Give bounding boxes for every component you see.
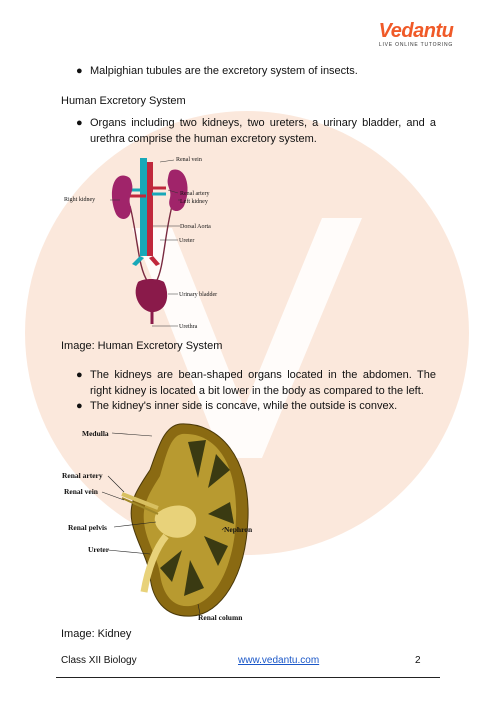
section-heading: Human Excretory System [61, 95, 186, 107]
label-left-kidney: Left kidney [180, 199, 208, 205]
label-renal-column: Renal column [198, 613, 243, 622]
logo-wordmark: Vedantu [378, 20, 454, 42]
bullet-concave-convex: The kidney's inner side is concave, while the outside is convex. [90, 400, 398, 412]
kidney-section-diagram [60, 418, 280, 628]
label-medulla: Medulla [82, 429, 109, 438]
label-renal-pelvis: Renal pelvis [68, 523, 107, 532]
caption-excretory-system: Image: Human Excretory System [61, 340, 223, 352]
label-urethra: Urethra [179, 324, 198, 330]
footer-link[interactable]: www.vedantu.com [238, 655, 320, 666]
label-renal-artery-2: Renal artery [62, 471, 103, 480]
bullet-excretory-system: Organs including two kidneys, two ureters, a urinary bladder, and a urethra comprise the human excretory system. [90, 117, 436, 145]
bullet-dot-icon: ● [76, 117, 83, 129]
label-urinary-bladder: Urinary bladder [179, 292, 218, 298]
caption-kidney: Image: Kidney [61, 628, 132, 640]
label-right-kidney: Right kidney [64, 197, 96, 203]
logo-tagline: LIVE ONLINE TUTORING [378, 42, 454, 48]
excretory-system-diagram [60, 148, 280, 334]
label-renal-vein-2: Renal vein [64, 487, 98, 496]
label-dorsal-aorta: Dorsal Aorta [180, 224, 211, 230]
footer-page-number: 2 [415, 655, 421, 666]
bullet-dot-icon: ● [76, 400, 83, 412]
label-renal-artery: Renal artery [180, 191, 210, 197]
vedantu-logo[interactable] [376, 20, 456, 50]
footer-subject: Class XII Biology [61, 655, 137, 666]
label-renal-vein: Renal vein [176, 157, 202, 163]
bullet-malpighian: Malpighian tubules are the excretory system of insects. [90, 65, 358, 77]
bullet-bean-shaped: The kidneys are bean-shaped organs located in the abdomen. The right kidney is located a bit lower in the body as compared to the left. [90, 369, 436, 397]
label-ureter-2: Ureter [88, 545, 110, 554]
bullet-dot-icon: ● [76, 65, 83, 77]
bullet-dot-icon: ● [76, 369, 83, 381]
label-ureter: Ureter [179, 238, 195, 244]
footer-divider [56, 677, 440, 678]
label-nephron: Nephron [224, 525, 253, 534]
